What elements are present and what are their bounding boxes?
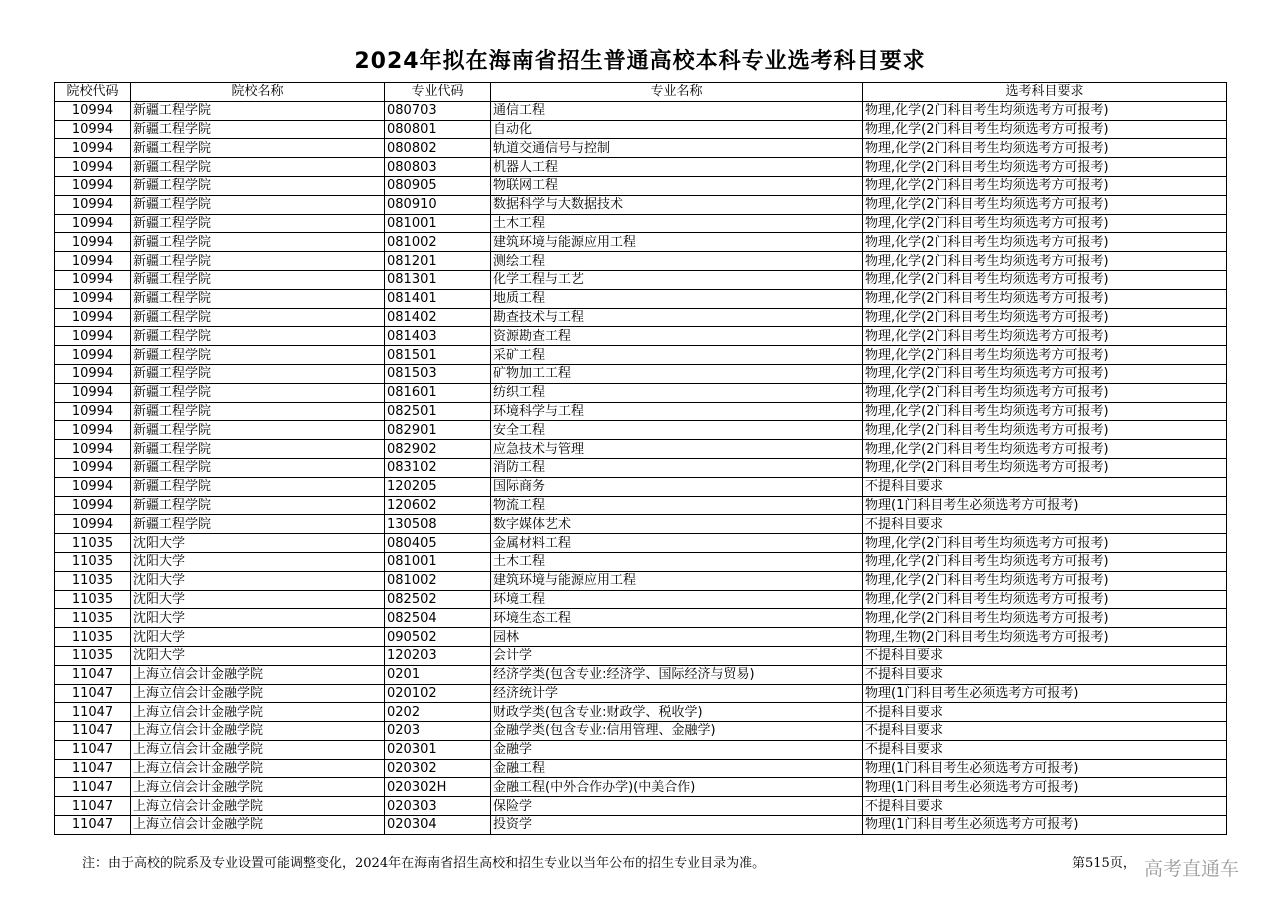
table-row: [55, 703, 1227, 722]
school-code-cell: 10994: [55, 270, 131, 289]
page-number: 第515页，: [1072, 856, 1136, 871]
major-code-cell: 082501: [385, 402, 491, 421]
school-code-cell: 11047: [55, 797, 131, 816]
school-name-cell: 新疆工程学院: [131, 440, 385, 459]
major-code-cell: 080802: [385, 139, 491, 158]
school-name-cell: 新疆工程学院: [131, 158, 385, 177]
table-row: [55, 383, 1227, 402]
major-name-cell: 矿物加工工程: [491, 364, 863, 383]
requirement-cell: 物理,化学(2门科目考生均须选考方可报考): [863, 289, 1227, 308]
major-name-cell: 建筑环境与能源应用工程: [491, 233, 863, 252]
major-code-cell: 081601: [385, 383, 491, 402]
major-code-cell: 082504: [385, 609, 491, 628]
major-code-cell: 081001: [385, 552, 491, 571]
school-name-cell: 沈阳大学: [131, 609, 385, 628]
major-name-cell: 经济统计学: [491, 684, 863, 703]
school-name-cell: 新疆工程学院: [131, 289, 385, 308]
table-row: [55, 759, 1227, 778]
school-name-cell: 新疆工程学院: [131, 383, 385, 402]
school-name-cell: 新疆工程学院: [131, 233, 385, 252]
requirement-cell: 物理,化学(2门科目考生均须选考方可报考): [863, 214, 1227, 233]
table-row: [55, 552, 1227, 571]
school-code-cell: 10994: [55, 346, 131, 365]
school-name-cell: 新疆工程学院: [131, 458, 385, 477]
major-code-cell: 082901: [385, 421, 491, 440]
school-name-cell: 沈阳大学: [131, 571, 385, 590]
major-code-cell: 080703: [385, 101, 491, 120]
major-name-cell: 土木工程: [491, 552, 863, 571]
school-code-cell: 10994: [55, 176, 131, 195]
school-name-cell: 上海立信会计金融学院: [131, 665, 385, 684]
major-name-cell: 数据科学与大数据技术: [491, 195, 863, 214]
school-name-cell: 上海立信会计金融学院: [131, 703, 385, 722]
major-code-cell: 020302: [385, 759, 491, 778]
table-row: [55, 571, 1227, 590]
school-code-cell: 10994: [55, 252, 131, 271]
major-code-cell: 120602: [385, 496, 491, 515]
major-code-cell: 130508: [385, 515, 491, 534]
school-name-cell: 新疆工程学院: [131, 346, 385, 365]
major-name-cell: 安全工程: [491, 421, 863, 440]
school-code-cell: 10994: [55, 233, 131, 252]
school-name-cell: 新疆工程学院: [131, 477, 385, 496]
school-code-cell: 10994: [55, 139, 131, 158]
requirement-cell: 物理,化学(2门科目考生均须选考方可报考): [863, 590, 1227, 609]
school-code-cell: 10994: [55, 327, 131, 346]
major-name-cell: 金属材料工程: [491, 534, 863, 553]
requirement-cell: 物理,化学(2门科目考生均须选考方可报考): [863, 308, 1227, 327]
major-code-cell: 080405: [385, 534, 491, 553]
major-name-cell: 投资学: [491, 816, 863, 835]
school-name-cell: 上海立信会计金融学院: [131, 816, 385, 835]
requirement-cell: 物理,化学(2门科目考生均须选考方可报考): [863, 120, 1227, 139]
table-row: [55, 628, 1227, 647]
school-code-cell: 11035: [55, 609, 131, 628]
major-name-cell: 财政学类(包含专业:财政学、税收学): [491, 703, 863, 722]
table-row: [55, 797, 1227, 816]
table-row: [55, 308, 1227, 327]
major-code-cell: 081002: [385, 571, 491, 590]
school-name-cell: 上海立信会计金融学院: [131, 759, 385, 778]
table-row: [55, 665, 1227, 684]
footnote: 注：由于高校的院系及专业设置可能调整变化，2024年在海南省招生高校和招生专业以当年公布的招生专业目录为准。: [82, 856, 766, 871]
school-name-cell: 新疆工程学院: [131, 515, 385, 534]
requirement-cell: 物理,化学(2门科目考生均须选考方可报考): [863, 139, 1227, 158]
major-name-cell: 经济学类(包含专业:经济学、国际经济与贸易): [491, 665, 863, 684]
major-name-cell: 保险学: [491, 797, 863, 816]
major-code-cell: 080801: [385, 120, 491, 139]
major-code-cell: 090502: [385, 628, 491, 647]
requirement-cell: 物理,生物(2门科目考生均须选考方可报考): [863, 628, 1227, 647]
major-name-cell: 会计学: [491, 646, 863, 665]
major-code-cell: 080905: [385, 176, 491, 195]
major-name-cell: 测绘工程: [491, 252, 863, 271]
school-name-cell: 新疆工程学院: [131, 176, 385, 195]
school-name-cell: 新疆工程学院: [131, 101, 385, 120]
major-name-cell: 环境生态工程: [491, 609, 863, 628]
major-name-cell: 资源勘查工程: [491, 327, 863, 346]
major-name-cell: 金融工程: [491, 759, 863, 778]
requirement-cell: 物理,化学(2门科目考生均须选考方可报考): [863, 609, 1227, 628]
major-name-cell: 环境工程: [491, 590, 863, 609]
major-name-cell: 物流工程: [491, 496, 863, 515]
major-code-cell: 081201: [385, 252, 491, 271]
requirement-cell: 物理,化学(2门科目考生均须选考方可报考): [863, 252, 1227, 271]
requirement-cell: 物理,化学(2门科目考生均须选考方可报考): [863, 402, 1227, 421]
major-code-cell: 080803: [385, 158, 491, 177]
requirement-cell: 物理,化学(2门科目考生均须选考方可报考): [863, 440, 1227, 459]
requirement-cell: 物理,化学(2门科目考生均须选考方可报考): [863, 364, 1227, 383]
school-name-cell: 沈阳大学: [131, 534, 385, 553]
school-code-cell: 10994: [55, 515, 131, 534]
major-name-cell: 金融学: [491, 740, 863, 759]
table-row: [55, 740, 1227, 759]
major-name-cell: 化学工程与工艺: [491, 270, 863, 289]
major-name-cell: 数字媒体艺术: [491, 515, 863, 534]
requirement-cell: 物理,化学(2门科目考生均须选考方可报考): [863, 270, 1227, 289]
table-row: [55, 778, 1227, 797]
table-row: [55, 816, 1227, 835]
major-name-cell: 环境科学与工程: [491, 402, 863, 421]
major-code-cell: 020102: [385, 684, 491, 703]
school-name-cell: 新疆工程学院: [131, 270, 385, 289]
table-body: [55, 101, 1227, 834]
school-code-cell: 11035: [55, 628, 131, 647]
table-row: [55, 252, 1227, 271]
table-row: [55, 646, 1227, 665]
requirement-cell: 不提科目要求: [863, 665, 1227, 684]
major-code-cell: 020301: [385, 740, 491, 759]
table-row: [55, 458, 1227, 477]
table-row: [55, 101, 1227, 120]
major-name-cell: 通信工程: [491, 101, 863, 120]
school-name-cell: 沈阳大学: [131, 646, 385, 665]
requirement-cell: 不提科目要求: [863, 703, 1227, 722]
table-header-row: [55, 83, 1227, 102]
school-code-cell: 10994: [55, 289, 131, 308]
table-row: [55, 158, 1227, 177]
school-code-cell: 11035: [55, 552, 131, 571]
major-code-cell: 081403: [385, 327, 491, 346]
requirement-cell: 物理,化学(2门科目考生均须选考方可报考): [863, 383, 1227, 402]
major-name-cell: 土木工程: [491, 214, 863, 233]
school-name-cell: 上海立信会计金融学院: [131, 684, 385, 703]
major-code-cell: 020303: [385, 797, 491, 816]
school-name-cell: 新疆工程学院: [131, 327, 385, 346]
table-row: [55, 289, 1227, 308]
requirement-cell: 物理,化学(2门科目考生均须选考方可报考): [863, 421, 1227, 440]
document-title: 2024年拟在海南省招生普通高校本科专业选考科目要求: [354, 49, 926, 74]
school-code-cell: 11047: [55, 816, 131, 835]
school-name-cell: 沈阳大学: [131, 552, 385, 571]
requirement-cell: 物理,化学(2门科目考生均须选考方可报考): [863, 195, 1227, 214]
school-code-cell: 11047: [55, 703, 131, 722]
school-name-cell: 上海立信会计金融学院: [131, 722, 385, 741]
table-row: [55, 270, 1227, 289]
major-code-cell: 080910: [385, 195, 491, 214]
requirement-cell: 物理,化学(2门科目考生均须选考方可报考): [863, 158, 1227, 177]
requirement-cell: 物理,化学(2门科目考生均须选考方可报考): [863, 346, 1227, 365]
major-name-cell: 建筑环境与能源应用工程: [491, 571, 863, 590]
requirement-cell: 物理,化学(2门科目考生均须选考方可报考): [863, 552, 1227, 571]
requirement-cell: 物理(1门科目考生必须选考方可报考): [863, 816, 1227, 835]
table-row: [55, 534, 1227, 553]
table-row: [55, 139, 1227, 158]
major-name-cell: 园林: [491, 628, 863, 647]
major-code-cell: 020302H: [385, 778, 491, 797]
school-code-cell: 11035: [55, 534, 131, 553]
major-name-cell: 金融工程(中外合作办学)(中美合作): [491, 778, 863, 797]
school-code-cell: 11047: [55, 740, 131, 759]
major-code-cell: 081501: [385, 346, 491, 365]
table-row: [55, 590, 1227, 609]
subject-requirements-table: [54, 82, 1227, 835]
major-name-cell: 应急技术与管理: [491, 440, 863, 459]
table-row: [55, 477, 1227, 496]
major-code-cell: 081001: [385, 214, 491, 233]
major-name-cell: 消防工程: [491, 458, 863, 477]
school-name-cell: 上海立信会计金融学院: [131, 778, 385, 797]
school-name-cell: 新疆工程学院: [131, 214, 385, 233]
school-code-cell: 11035: [55, 646, 131, 665]
requirement-cell: 物理(1门科目考生必须选考方可报考): [863, 684, 1227, 703]
school-code-cell: 10994: [55, 364, 131, 383]
school-code-cell: 10994: [55, 383, 131, 402]
school-name-cell: 新疆工程学院: [131, 421, 385, 440]
major-code-cell: 081503: [385, 364, 491, 383]
school-code-cell: 10994: [55, 421, 131, 440]
requirement-cell: 物理,化学(2门科目考生均须选考方可报考): [863, 327, 1227, 346]
header-major-code: 专业代码: [385, 83, 491, 102]
school-code-cell: 11047: [55, 759, 131, 778]
major-code-cell: 020304: [385, 816, 491, 835]
school-code-cell: 11035: [55, 571, 131, 590]
table-row: [55, 440, 1227, 459]
major-name-cell: 金融学类(包含专业:信用管理、金融学): [491, 722, 863, 741]
header-school-code: 院校代码: [55, 83, 131, 102]
school-name-cell: 沈阳大学: [131, 590, 385, 609]
table-row: [55, 233, 1227, 252]
major-code-cell: 082902: [385, 440, 491, 459]
major-code-cell: 081401: [385, 289, 491, 308]
school-code-cell: 10994: [55, 458, 131, 477]
header-subject-requirement: 选考科目要求: [863, 83, 1227, 102]
header-school-name: 院校名称: [131, 83, 385, 102]
major-name-cell: 轨道交通信号与控制: [491, 139, 863, 158]
table-row: [55, 195, 1227, 214]
school-name-cell: 新疆工程学院: [131, 402, 385, 421]
table-row: [55, 684, 1227, 703]
requirement-cell: 物理,化学(2门科目考生均须选考方可报考): [863, 458, 1227, 477]
watermark: 高考直通车: [1144, 858, 1240, 880]
table-row: [55, 421, 1227, 440]
requirement-cell: 不提科目要求: [863, 646, 1227, 665]
major-name-cell: 采矿工程: [491, 346, 863, 365]
table-row: [55, 364, 1227, 383]
major-code-cell: 0201: [385, 665, 491, 684]
requirement-cell: 物理(1门科目考生必须选考方可报考): [863, 778, 1227, 797]
school-code-cell: 10994: [55, 195, 131, 214]
school-name-cell: 新疆工程学院: [131, 252, 385, 271]
table-row: [55, 722, 1227, 741]
requirement-cell: 物理,化学(2门科目考生均须选考方可报考): [863, 534, 1227, 553]
table-row: [55, 120, 1227, 139]
school-code-cell: 10994: [55, 496, 131, 515]
requirement-cell: 不提科目要求: [863, 740, 1227, 759]
requirement-cell: 物理(1门科目考生必须选考方可报考): [863, 759, 1227, 778]
table-row: [55, 327, 1227, 346]
requirement-cell: 不提科目要求: [863, 477, 1227, 496]
major-name-cell: 物联网工程: [491, 176, 863, 195]
major-name-cell: 纺织工程: [491, 383, 863, 402]
requirement-cell: 不提科目要求: [863, 797, 1227, 816]
requirement-cell: 物理,化学(2门科目考生均须选考方可报考): [863, 233, 1227, 252]
table-row: [55, 609, 1227, 628]
major-code-cell: 082502: [385, 590, 491, 609]
table-row: [55, 176, 1227, 195]
table-row: [55, 515, 1227, 534]
school-code-cell: 11047: [55, 778, 131, 797]
table-row: [55, 402, 1227, 421]
requirement-cell: 不提科目要求: [863, 722, 1227, 741]
school-code-cell: 10994: [55, 101, 131, 120]
requirement-cell: 物理,化学(2门科目考生均须选考方可报考): [863, 176, 1227, 195]
school-code-cell: 10994: [55, 308, 131, 327]
school-name-cell: 新疆工程学院: [131, 308, 385, 327]
major-name-cell: 勘查技术与工程: [491, 308, 863, 327]
major-name-cell: 机器人工程: [491, 158, 863, 177]
major-code-cell: 081002: [385, 233, 491, 252]
school-code-cell: 10994: [55, 120, 131, 139]
major-name-cell: 国际商务: [491, 477, 863, 496]
school-code-cell: 10994: [55, 158, 131, 177]
major-code-cell: 081402: [385, 308, 491, 327]
school-name-cell: 上海立信会计金融学院: [131, 797, 385, 816]
school-code-cell: 11047: [55, 722, 131, 741]
header-major-name: 专业名称: [491, 83, 863, 102]
school-code-cell: 10994: [55, 214, 131, 233]
major-name-cell: 地质工程: [491, 289, 863, 308]
school-name-cell: 新疆工程学院: [131, 120, 385, 139]
school-code-cell: 10994: [55, 440, 131, 459]
school-code-cell: 10994: [55, 477, 131, 496]
school-name-cell: 沈阳大学: [131, 628, 385, 647]
requirement-cell: 物理(1门科目考生必须选考方可报考): [863, 496, 1227, 515]
table-row: [55, 496, 1227, 515]
major-code-cell: 120205: [385, 477, 491, 496]
major-code-cell: 0202: [385, 703, 491, 722]
school-name-cell: 上海立信会计金融学院: [131, 740, 385, 759]
school-code-cell: 11035: [55, 590, 131, 609]
school-name-cell: 新疆工程学院: [131, 195, 385, 214]
major-code-cell: 0203: [385, 722, 491, 741]
school-name-cell: 新疆工程学院: [131, 364, 385, 383]
major-code-cell: 120203: [385, 646, 491, 665]
requirement-cell: 物理,化学(2门科目考生均须选考方可报考): [863, 571, 1227, 590]
requirement-cell: 物理,化学(2门科目考生均须选考方可报考): [863, 101, 1227, 120]
requirement-cell: 不提科目要求: [863, 515, 1227, 534]
table-row: [55, 346, 1227, 365]
major-code-cell: 081301: [385, 270, 491, 289]
school-name-cell: 新疆工程学院: [131, 139, 385, 158]
school-name-cell: 新疆工程学院: [131, 496, 385, 515]
table-row: [55, 214, 1227, 233]
major-code-cell: 083102: [385, 458, 491, 477]
major-name-cell: 自动化: [491, 120, 863, 139]
school-code-cell: 11047: [55, 665, 131, 684]
school-code-cell: 10994: [55, 402, 131, 421]
school-code-cell: 11047: [55, 684, 131, 703]
